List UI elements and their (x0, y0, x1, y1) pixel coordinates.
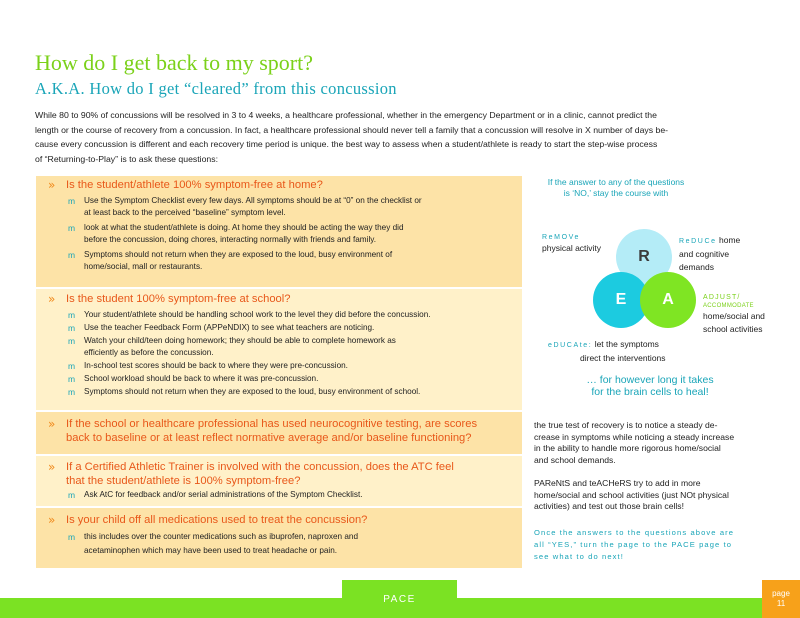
chevron-icon: » (48, 417, 56, 431)
question-text: If the school or healthcare professional has used neurocognitive testing, are scores back to baseline or at least reflect normative average and/or baseline functioning? (66, 418, 478, 444)
bullet-icon: m (68, 361, 76, 371)
page-number-box (762, 580, 800, 618)
page-number: 11 (776, 599, 786, 608)
question-text: Is your child off all medications used to treat the concussion? (66, 514, 368, 526)
reduce-block: ReDUCe home and cognitive demands (679, 235, 741, 272)
list-item: m Use the Symptom Checklist every few days. All symptoms should be at “0” on the checklist or at least back to the perceived “baseline” symptom level. (68, 196, 422, 217)
remove-label: ReMOVe (542, 234, 580, 241)
chevron-icon: » (48, 460, 56, 474)
page-word: page (772, 589, 790, 598)
list-item: m Use the teacher Feedback Form (APPeNDIX) to see what teachers are noticing. (68, 323, 375, 333)
list-item: m this includes over the counter medications such as ibuprofen, naproxen and acetaminophen which may have been used to treat headache or pain. (68, 532, 358, 555)
circle-adjust-a: A (640, 272, 696, 328)
accommodate-label: ACCOMMODATE (703, 303, 754, 309)
recovery-paragraph: the true test of recovery is to notice a steady de- crease in symptoms while noticing a steady increase in the ability to handle more rigorous home/social and school demands. (534, 420, 735, 465)
list-item: m Symptoms should not return when they are exposed to the loud, busy environment of school. (68, 387, 421, 397)
educate-label: eDUCAte: (548, 342, 593, 349)
adjust-label: ADJUST/ (703, 294, 741, 301)
intro-paragraph: While 80 to 90% of concussions will be resolved in 3 to 4 weeks, a healthcare professional, whether in the emergency Department or in a clinic, cannot predict the length or the course of recovery from a concussion. In fact, a healthcare professional should never tell a family that a concussion will resolve in X number of days be- cause every concussion is different and each recovery time period is unique. the best way to assess when a student/athlete is ready to start the step-wise process of “Returning-to-Play” is to ask these questions: (35, 110, 669, 164)
chevron-icon: » (48, 178, 56, 192)
chevron-icon: » (48, 513, 56, 527)
question-text: If a Certified Athletic Trainer is involved with the concussion, does the ATC feel that the student/athlete is 100% symptom-free? (66, 461, 454, 487)
bullet-icon: m (68, 310, 76, 320)
question-text: Is the student 100% symptom-free at school? (66, 293, 291, 305)
bullet-icon: m (68, 196, 76, 206)
remove-text: physical activity (542, 243, 602, 253)
list-item: m Symptoms should not return when they are exposed to the loud, busy environment of home/social, mall or restaurants. (68, 250, 393, 271)
right-note: If the answer to any of the questions is ‘NO,’ stay the course with (547, 177, 685, 198)
reduce-label: ReDUCe (679, 238, 717, 245)
bullet-icon: m (68, 532, 76, 542)
question-box-neurocognitive (36, 412, 522, 454)
list-item: m Watch your child/teen doing homework; they should be able to complete homework as efficiently as before the concussion. (68, 336, 396, 357)
bullet-icon: m (68, 323, 76, 333)
list-item: m School workload should be back to where it was pre-concussion. (68, 374, 319, 384)
adjust-block: ADJUST/ ACCOMMODATE home/social and school activities (703, 294, 765, 334)
pace-tab[interactable]: PACE (342, 580, 457, 618)
page-title: How do I get back to my sport? (35, 50, 313, 75)
next-step-note: Once the answers to the questions above are all “YES,” turn the page to the PACE page to see what to do next! (534, 528, 735, 561)
heal-text: … for however long it takes for the brain cells to heal! (586, 374, 714, 398)
bullet-icon: m (68, 490, 76, 500)
list-item: m look at what the student/athlete is doing. At home they should be acting the way they did before the concussion, doing chores, interacting normally with friends and family. (68, 223, 404, 244)
remove-block (542, 234, 601, 255)
list-item: m Your student/athlete should be handling school work to the level they did before the concussion. (68, 310, 431, 320)
list-item: m In-school test scores should be back to where they were pre-concussion. (68, 361, 348, 371)
question-box-medications (36, 508, 522, 568)
page-subtitle: A.K.A. How do I get “cleared” from this concussion (35, 79, 397, 98)
bullet-icon: m (68, 223, 76, 233)
bullet-icon: m (68, 250, 76, 260)
parents-teachers-paragraph: PAReNtS and teACHeRS try to add in more home/social and school activities (just NOt physical activities) and test out those brain cells! (534, 478, 729, 511)
question-box-school (36, 289, 522, 410)
circle-reduce-r: R (616, 229, 672, 285)
question-box-home (36, 176, 522, 287)
bullet-icon: m (68, 374, 76, 384)
list-item: m Ask AtC for feedback and/or serial administrations of the Symptom Checklist. (68, 490, 363, 500)
bullet-icon: m (68, 387, 76, 397)
chevron-icon: » (48, 292, 56, 306)
bullet-icon: m (68, 336, 76, 346)
educate-block: eDUCAte: let the symptoms direct the interventions (548, 339, 666, 363)
question-box-athletic-trainer (36, 456, 522, 506)
question-text: Is the student/athlete 100% symptom-free at home? (66, 179, 323, 191)
circle-educate-e: E (593, 272, 649, 328)
